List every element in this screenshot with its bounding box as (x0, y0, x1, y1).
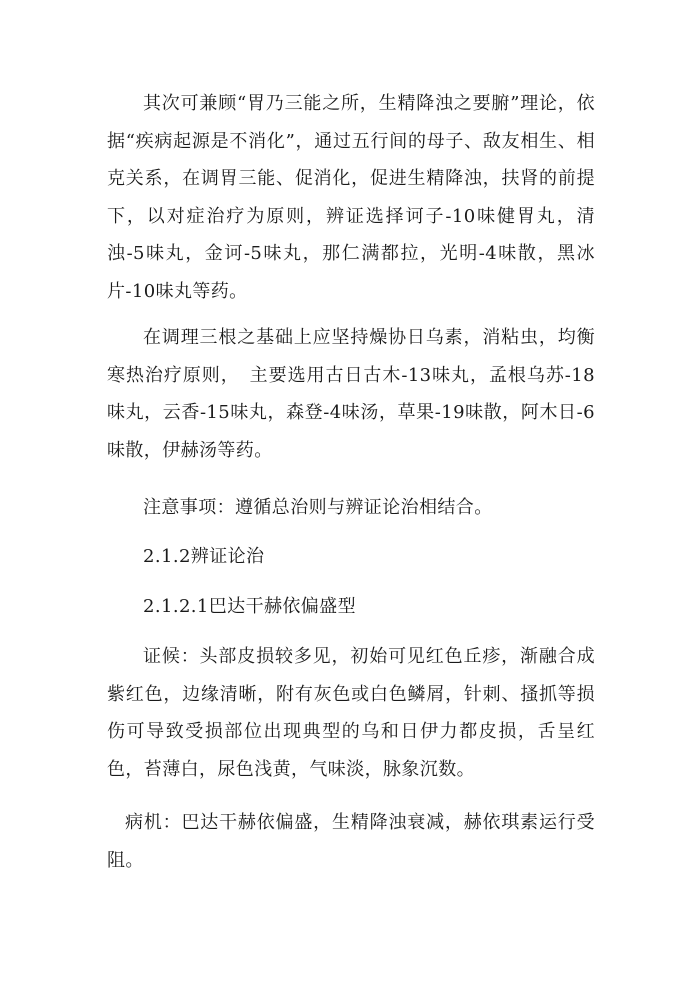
paragraph-pathogenesis: 病机：巴达干赫依偏盛，生精降浊衰减，赫依琪素运行受阻。 (107, 812, 595, 871)
paragraph-treatment-stomach: 其次可兼顾“胃乃三能之所，生精降浊之要腑”理论，依据“疾病起源是不消化”，通过五行间的母子、敌友相生、相克关系，在调胃三能、促消化，促进生精降浊，扶肾的前提下，以对症治疗为原则，辨证选择诃子-10味健胃丸，清浊-5味丸，金诃-5味丸，那仁满都拉，光明-4味散，黑冰片-10味丸等药。 (107, 93, 595, 302)
paragraph-symptoms: 证候：头部皮损较多见，初始可见红色丘疹，渐融合成紫红色，边缘清晰，附有灰色或白色鳞屑，针刺、搔抓等损伤可导致受损部位出现典型的乌和日伊力都皮损，舌呈红色，苔薄白，尿色浅黄，气味淡，脉象沉数。 (107, 646, 595, 780)
section-heading-2-1-2: 2.1.2辨证论治 (143, 546, 265, 567)
section-heading-2-1-2-1: 2.1.2.1巴达干赫依偏盛型 (143, 596, 356, 617)
paragraph-precautions: 注意事项：遵循总治则与辨证论治相结合。 (143, 497, 493, 518)
paragraph-treatment-three-roots: 在调理三根之基础上应坚持燥协日乌素，消粘虫，均衡寒热治疗原则， 主要选用古日古木-13味丸，孟根乌苏-18味丸，云香-15味丸，森登-4味汤，草果-19味散，阿木日-6味散，伊赫汤等药。 (107, 327, 595, 461)
